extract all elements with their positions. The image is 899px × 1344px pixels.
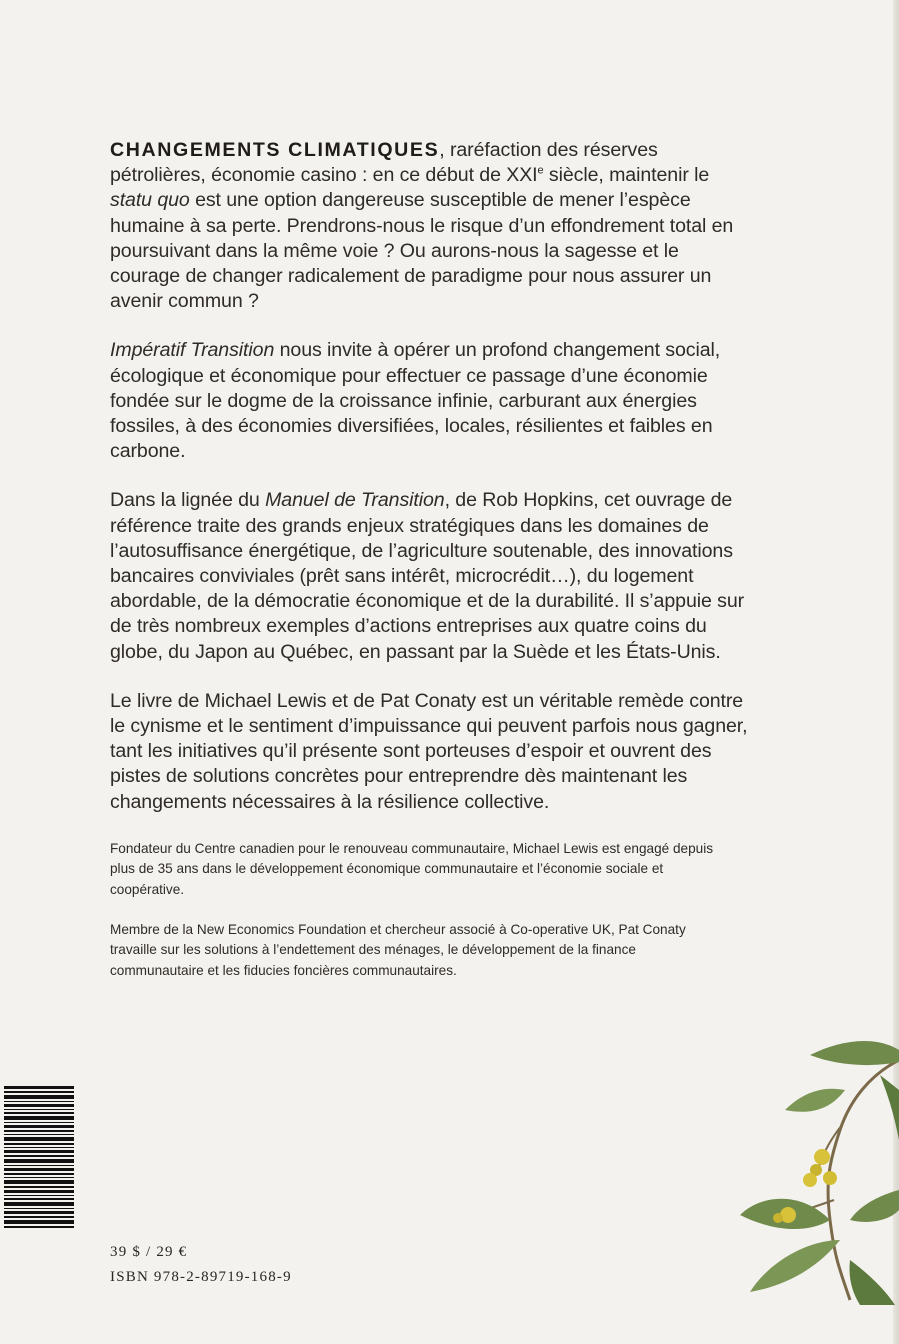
author-bio-lewis: Fondateur du Centre canadien pour le renouveau communautaire, Michael Lewis est engagé depuis plus de 35 ans dans le développement économique communautaire et l’économie sociale et coopérative. — [110, 840, 714, 898]
price-isbn-block — [110, 1240, 292, 1290]
barcode-icon — [0, 1082, 78, 1232]
isbn: ISBN 978-2-89719-168-9 — [110, 1269, 292, 1285]
book-title: Impératif Transition — [110, 339, 275, 362]
author-bio-conaty: Membre de la New Economics Foundation et chercheur associé à Co-operative UK, Pat Conaty travaille sur les solutions à l’endettement des ménages, le développement de la finance communautaire et les fiducies foncières communautaires. — [110, 921, 686, 978]
price: 39 $ / 29 € — [110, 1244, 188, 1260]
intro-paragraph: CHANGEMENTS CLIMATIQUES, raréfaction des réserves pétrolières, économie casino : en ce début de XXIe siècle, maintenir le statu quo est une option dangereuse susceptible de mener l’espèce humaine à sa perte. Prendrons-nous le risque d’un effondrement total en poursuivant dans la même voie ? Ou aurons-nous la sagesse et le courage de changer radicalement de paradigme pour nous assurer un avenir commun ? — [110, 139, 734, 313]
leaf-branch-illustration — [730, 1030, 899, 1305]
conclusion-paragraph: Le livre de Michael Lewis et de Pat Conaty est un véritable remède contre le cynisme et le sentiment d’impuissance qui peuvent parfois nous gagner, tant les initiatives qu’il présente sont porteuses d’espoir et ouvrent des pistes de solutions concrètes pour entreprendre dès maintenant les changements nécessaires à la résilience collective. — [110, 689, 748, 813]
back-cover-text — [110, 138, 750, 1000]
book-summary-paragraph: Impératif Transition nous invite à opérer un profond changement social, écologique et économique pour effectuer ce passage d’une économie fondée sur le dogme de la croissance infinie, carburant aux énergies fossiles, à des économies diversifiées, locales, résilientes et faibles en carbone. — [110, 339, 721, 463]
lead-heading: CHANGEMENTS CLIMATIQUES — [110, 139, 440, 161]
context-paragraph: Dans la lignée du Manuel de Transition, de Rob Hopkins, cet ouvrage de référence traite des grands enjeux stratégiques dans les domaines de l’autosuffisance énergétique, de l’agriculture soutenable, des innovations bancaires conviviales (prêt sans intérêt, microcrédit…), du logement abordable, de la démocratie économique et de la durabilité. Il s’appuie sur de très nombreux exemples d’actions entreprises aux quatre coins du globe, du Japon au Québec, en passant par la Suède et les États-Unis. — [110, 489, 745, 663]
